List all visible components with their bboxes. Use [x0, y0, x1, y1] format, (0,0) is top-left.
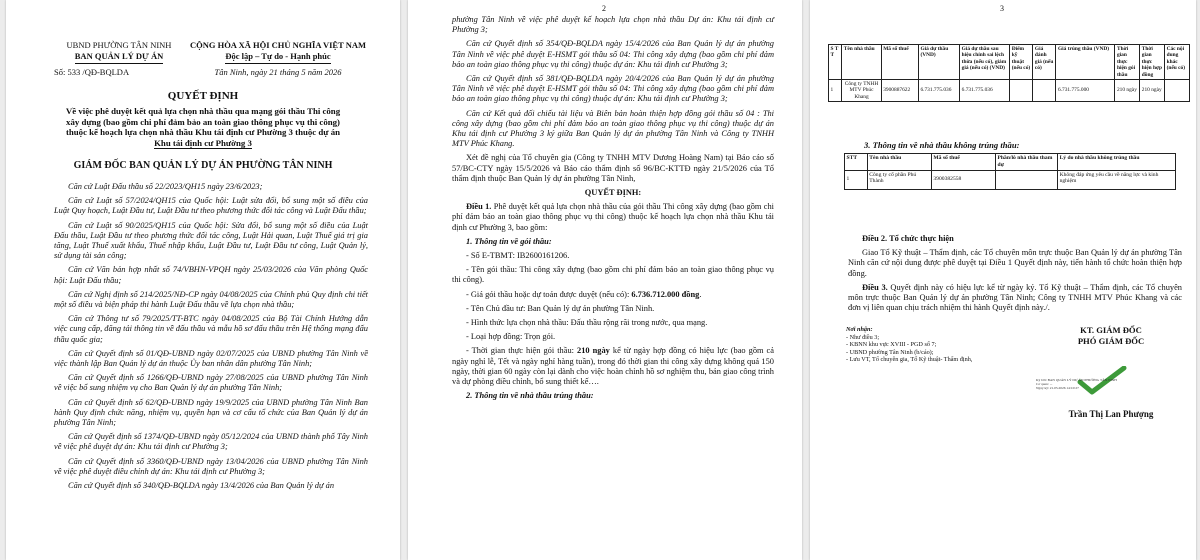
legal-basis: Căn cứ Quyết định số 01/QĐ-UBND ngày 02/07/2025 của UBND phường Tân Ninh về việc thành lập Ban Quản lý dự án thuộc Ủy ban nhân dân phường Tân Ninh;	[54, 348, 368, 369]
package-price-value: 6.736.712.000 đồng	[631, 289, 700, 299]
national-motto: Độc lập – Tự do - Hạnh phúc	[225, 51, 330, 64]
table-row	[829, 80, 1190, 102]
recipient-item: - UBND phường Tân Ninh (b/cáo);	[846, 348, 934, 356]
signer-name: Trần Thị Lan Phượng	[1068, 409, 1154, 419]
table-cell: 6.731.775.036	[918, 80, 959, 102]
table-cell: 210 ngày	[1140, 80, 1165, 102]
duration-detail: kể từ ngày hợp đồng có hiệu lực (bao gồm cả ngày nghỉ lễ, Tết và ngày nghỉ hàng tuần), trong đó thời gian thi công xây dựng không quá 150 ngày, thời gian 60 ngày còn lại dành cho việc hoàn chỉnh hồ sơ nghiệm thu, bản giao công trình và dự phòng điều chỉnh, bổ sung thiết kế….	[452, 346, 774, 387]
article-3-text: Quyết định này có hiệu lực kể từ ngày ký. Tổ Kỹ thuật – Thẩm định, các Tổ chuyên môn trực thuộc Ban Quản lý dự án phường Tân Ninh; Công ty TNHH MTV Phúc Khang và các đơn vị liên quan chịu trách nhiệm thi hành Quyết định này./.	[848, 282, 1182, 313]
column-header: Tên nhà thầu	[842, 45, 881, 80]
signature-block	[1036, 325, 1186, 347]
column-header: Mã số thuế	[931, 154, 995, 171]
decision-subject-project: Khu tái định cư Phường 3	[154, 137, 252, 148]
page-2-body	[452, 15, 774, 406]
agency-header	[54, 40, 184, 78]
legal-basis: Căn cứ Văn bản hợp nhất số 74/VBHN-VPQH ngày 25/03/2026 của Văn phòng Quốc hội: Luật Đấu thầu;	[54, 265, 368, 285]
column-header: STT	[845, 154, 868, 171]
legal-basis: Căn cứ Quyết định số 1266/QĐ-UBND ngày 27/08/2025 của UBND phường Tân Ninh về việc bổ sung nhiệm vụ cho Ban Quản lý dự án phường Tân Ninh;	[54, 373, 368, 393]
table-row	[845, 170, 1176, 189]
signature-role-2: PHÓ GIÁM ĐỐC	[1077, 336, 1145, 346]
stamp-line: Cơ quan: ...	[1036, 382, 1053, 387]
legal-basis: Căn cứ Thông tư số 79/2025/TT-BTC ngày 04/08/2025 của Bộ Tài Chính Hướng dẫn việc cung cấp, đăng tải thông tin về đấu thầu và mẫu hồ sơ đấu thầu trên Hệ thống mạng đấu thầu quốc gia;	[54, 314, 368, 344]
recipient-item: - Như điều 3;	[846, 333, 880, 341]
investor-name: - Tên Chủ đầu tư: Ban Quản lý dự án phường Tân Ninh.	[466, 303, 655, 313]
legal-basis: Căn cứ Nghị định số 214/2025/NĐ-CP ngày 04/08/2025 của Chính phủ Quy định chi tiết một số điều và biện pháp thi hành Luật Đấu thầu về lựa chọn nhà thầu;	[54, 289, 368, 310]
table-cell: 6.731.775.000	[1056, 80, 1115, 102]
decision-title: QUYẾT ĐỊNH	[167, 90, 239, 102]
legal-basis: Căn cứ Luật số 90/2025/QH15 của Quốc hội: Sửa đổi, bổ sung một số điều của Luật Đấu thầu, Luật Đầu tư theo phương thức đối tác công, Luật Hải quan, Luật Thuế giá trị gia tăng, Luật Thuế xuất khẩu, Thuế nhập khẩu, Luật Đầu tư, Luật Đầu tư công, Luật Quản lý, sử dụng tài sản công;	[54, 220, 368, 261]
table-cell: 1	[845, 170, 868, 189]
agency-line-1: UBND PHƯỜNG TÂN NINH	[66, 40, 172, 50]
package-price-label: - Giá gói thầu hoặc dự toán được duyệt (nếu có):	[466, 289, 632, 299]
column-header: Tên nhà thầu	[867, 154, 931, 171]
column-header: Phần/lô nhà thầu tham dự	[996, 154, 1058, 171]
director-title: GIÁM ĐỐC BAN QUẢN LÝ DỰ ÁN PHƯỜNG TÂN NINH	[73, 160, 333, 171]
page-3-body	[848, 234, 1182, 317]
country-name: CỘNG HÒA XÃ HỘI CHỦ NGHĨA VIỆT NAM	[189, 40, 367, 50]
table-cell: 210 ngày	[1115, 80, 1140, 102]
column-header: Mã số thuế	[881, 45, 918, 80]
column-header: Điểm kỹ thuật (nếu có)	[1010, 45, 1033, 80]
legal-basis: Căn cứ Quyết định số 1374/QĐ-UBND ngày 05/12/2024 của UBND thành phố Tây Ninh về việc phê duyệt dự án: Khu tái định cư Phường 3;	[54, 432, 368, 452]
agency-line-2: BAN QUẢN LÝ DỰ ÁN	[75, 51, 163, 64]
package-duration	[452, 346, 774, 387]
recipients-title: Nơi nhận:	[846, 326, 873, 333]
contract-type: - Loại hợp đồng: Trọn gói.	[466, 332, 556, 342]
package-name: - Tên gói thầu: Thi công xây dựng (bao gồm chi phí đảm bảo an toàn giao thông phục vụ thi công).	[452, 265, 774, 285]
table-cell: Công ty TNHH MTV Phúc Khang	[842, 80, 881, 102]
document-page-3	[810, 0, 1196, 560]
table-cell	[996, 170, 1058, 189]
legal-basis: Căn cứ Quyết định số 340/QĐ-BQLDA ngày 13/4/2026 của Ban Quản lý dự án	[68, 481, 335, 491]
table-cell: 1	[829, 80, 842, 102]
document-page-2	[408, 0, 802, 560]
decision-subject	[64, 106, 342, 148]
stamp-text	[1036, 378, 1164, 391]
document-number: Số: 533 /QĐ-BQLDA	[54, 67, 130, 77]
package-price-end: .	[699, 289, 702, 299]
article-1-text: Phê duyệt kết quả lựa chọn nhà thầu của gói thầu Thi công xây dựng (bao gồm chi phí đảm bảo an toàn giao thông phục vụ thi công) thuộc kế hoạch lựa chọn nhà thầu Khu tái định cư Phường 3, bao gồm:	[452, 202, 774, 232]
recipient-item: - KBNN khu vực XVIII - PGD số 7;	[846, 341, 937, 349]
digital-signature-stamp	[1036, 372, 1164, 396]
page-number: 3	[1000, 4, 1004, 13]
legal-basis: Căn cứ Luật Đấu thầu số 22/2023/QH15 ngày 23/6/2023;	[68, 182, 263, 191]
decides-heading: QUYẾT ĐỊNH:	[584, 188, 642, 198]
page-number: 2	[602, 4, 606, 13]
article-2-heading: Điều 2. Tổ chức thực hiện	[862, 234, 954, 243]
column-header: Giá dự thầu (VND)	[918, 45, 959, 80]
duration-label: - Thời gian thực hiện gói thầu:	[466, 346, 578, 356]
article-1	[452, 202, 774, 233]
article-3-label: Điều 3.	[862, 282, 888, 292]
table-cell: 6.731.775.036	[960, 80, 1010, 102]
stamp-line: Ký bởi: BAN QUẢN LÝ DỰ ÁN PHƯỜNG TÂN NINH	[1036, 378, 1117, 382]
legal-basis: Căn cứ Quyết định số 62/QĐ-UBND ngày 19/9/2025 của UBND phường Tân Ninh Ban hành Quy định chức năng, nhiệm vụ, quyền hạn và cơ cấu tổ chức của Ban Quản lý dự án phường Tân Ninh;	[54, 397, 368, 428]
column-header: Giá dự thầu sau hiệu chỉnh sai lệch thừa (nếu có), giảm giá (nếu có) (VND)	[960, 45, 1010, 80]
table-cell: Không đáp ứng yêu cầu về năng lực và kinh nghiệm	[1058, 170, 1176, 189]
issue-date: Tân Ninh, ngày 21 tháng 5 năm 2026	[214, 67, 342, 77]
legal-basis: phường Tân Ninh về việc phê duyệt kế hoạch lựa chọn nhà thầu Dự án: Khu tái định cư Phường 3;	[452, 15, 774, 35]
stamp-line: Ngày ký: 21.05.2026 14:10:27	[1036, 386, 1079, 391]
legal-basis: Căn cứ Quyết định số 381/QĐ-BQLDA ngày 20/4/2026 của Ban Quản lý dự án phường Tân Ninh về việc phê duyệt E-HSMT gói thầu số 04: Thi công xây dựng (bao gồm chi phí đảm bảo an toàn giao thông phục vụ thi công) thuộc dự án: Khu tái định cư Phường 3;	[452, 74, 774, 104]
table-cell	[1165, 80, 1190, 102]
legal-basis: Căn cứ Quyết định số 354/QĐ-BQLDA ngày 15/4/2026 của Ban Quản lý dự án phường Tân Ninh về việc phê duyệt E-HSMT gói thầu số 04: Thi công xây dựng (bao gồm chi phí đảm bảo an toàn giao thông phục vụ thi công) thuộc dự án: Khu tái định cư Phường 3;	[452, 39, 774, 69]
legal-bases-page-1	[54, 182, 368, 495]
column-header: Giá đánh giá (nếu có)	[1033, 45, 1056, 80]
winner-table-header	[829, 45, 1190, 80]
column-header: Các nội dung khác (nếu có)	[1165, 45, 1190, 80]
signature-role-1: KT. GIÁM ĐỐC	[1080, 325, 1142, 335]
legal-basis: Căn cứ Quyết định số 3360/QĐ-UBND ngày 13/04/2026 của UBND phường Tân Ninh về việc phê duyệt điều chỉnh dự án: Khu tái định cư Phường 3;	[54, 456, 368, 476]
column-header: Thời gian thực hiện gói thầu	[1115, 45, 1140, 80]
table-cell	[1010, 80, 1033, 102]
document-page-1	[6, 0, 400, 560]
national-header	[178, 40, 378, 78]
legal-basis: Căn cứ Kết quả đối chiếu tài liệu và Biên bản hoàn thiện hợp đồng gói thầu số 04 : Thi công xây dựng (bao gồm chi phí đảm bảo an toàn giao thông phục vụ thi công) thuộc dự án Khu tái định cư Phường 3 ký giữa Ban Quản lý dự án phường Tân Ninh và Công ty TNHH MTV Phúc Khang.	[452, 108, 774, 149]
column-header: Giá trúng thầu (VND)	[1056, 45, 1115, 80]
column-header: Lý do nhà thầu không trúng thầu	[1058, 154, 1176, 171]
loser-table	[844, 153, 1176, 190]
section-package-info: 1. Thông tin về gói thầu:	[466, 236, 552, 246]
proposal-paragraph: Xét đề nghị của Tổ chuyên gia (Công ty TNHH MTV Dương Hoàng Nam) tại Báo cáo số 57/BC-CTY ngày 15/5/2026 và Báo cáo thẩm định số 96/BC-KTTĐ ngày 21/5/2026 của Tổ thẩm định thuộc Ban Quản lý dự án phường Tân Ninh,	[452, 153, 774, 183]
section-winner-info: 2. Thông tin về nhà thầu trúng thầu:	[466, 391, 594, 401]
recipient-item: - Lưu VT, Tổ chuyên gia, Tổ Kỹ thuật- Thẩm định,	[846, 356, 973, 364]
recipients-block	[846, 326, 1036, 364]
decision-subject-text: Về việc phê duyệt kết quả lựa chọn nhà thầu qua mạng gói thầu Thi công xây dựng (bao gồm chi phí đảm bảo an toàn giao thông phục vụ thi công) thuộc kế hoạch lựa chọn nhà thầu Khu tái định cư Phường 3 thuộc dự án	[65, 106, 341, 137]
table-cell	[1033, 80, 1056, 102]
article-1-label: Điều 1.	[466, 202, 492, 212]
etbmt-number: - Số E-TBMT: IB2600161206.	[466, 251, 570, 261]
column-header: S T T	[829, 45, 842, 80]
duration-value: 210 ngày	[577, 346, 610, 356]
selection-method: - Hình thức lựa chọn nhà thầu: Đấu thầu rộng rãi trong nước, qua mạng.	[466, 318, 708, 328]
article-3	[848, 283, 1182, 314]
article-2-text: Giao Tổ Kỹ thuật – Thẩm định, các Tổ chuyên môn trực thuộc Ban Quản lý dự án phường Tân Ninh căn cứ nội dung được phê duyệt tại Điều 1 Quyết định này, tiến hành tổ chức hoàn thiện hợp đồng.	[848, 248, 1182, 278]
table-cell: 3900887622	[881, 80, 918, 102]
legal-basis: Căn cứ Luật số 57/2024/QH15 của Quốc hội: Luật sửa đổi, bổ sung một số điều của Luật Quy hoạch, Luật Đầu tư, Luật Đầu tư theo phương thức đối tác công và Luật Đấu thầu;	[54, 196, 368, 216]
winner-table	[828, 44, 1190, 102]
table-cell: 3900382558	[931, 170, 995, 189]
loser-table-header	[845, 154, 1176, 171]
loser-section-heading: 3. Thông tin về nhà thầu không trúng thầu:	[864, 140, 1020, 150]
column-header: Thời gian thực hiện hợp đồng	[1140, 45, 1165, 80]
package-price	[452, 290, 774, 300]
table-cell: Công ty cổ phần Phú Thành	[867, 170, 931, 189]
